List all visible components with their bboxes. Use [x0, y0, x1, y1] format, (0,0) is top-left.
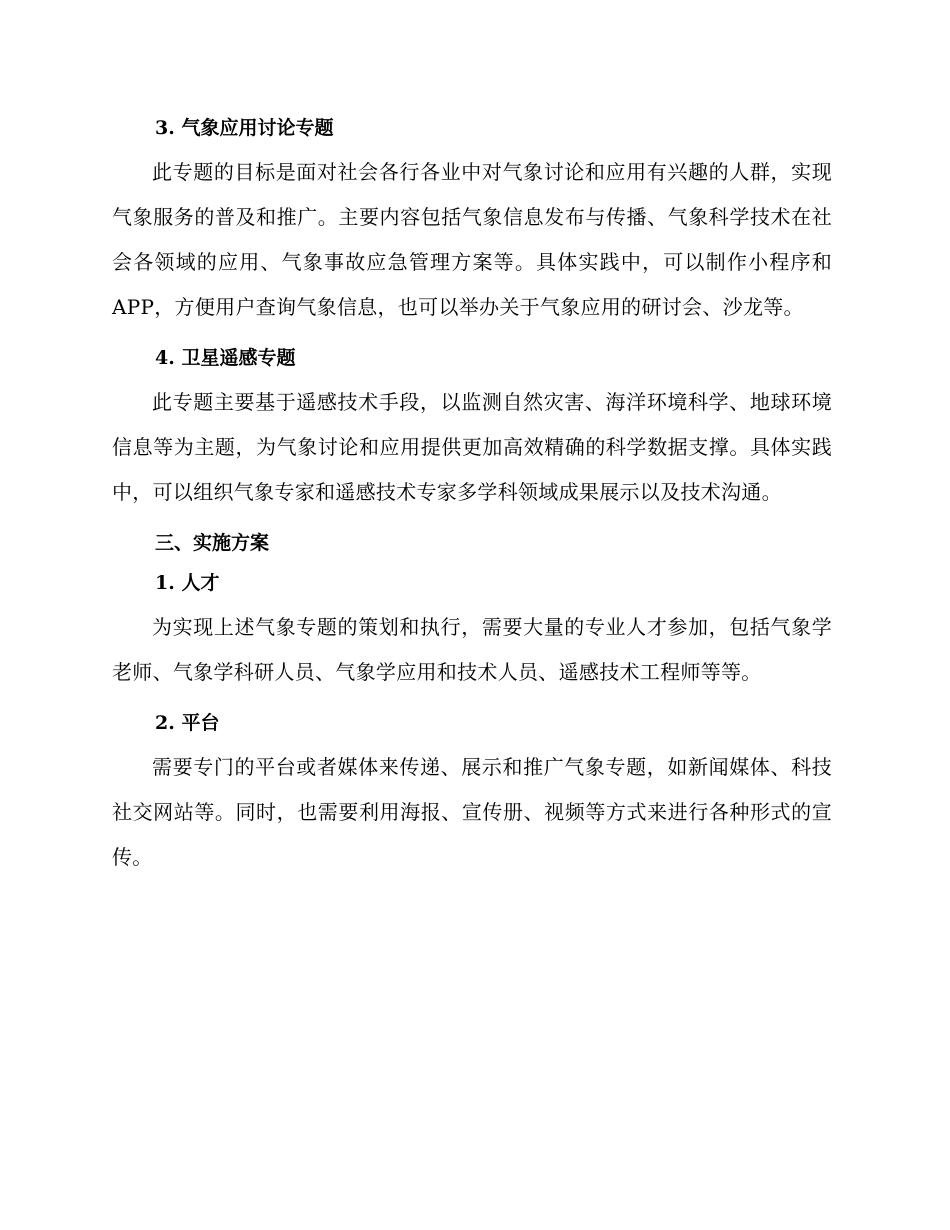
section-heading-implementation-plan: 三、实施方案	[155, 532, 270, 554]
paragraph-talent: 为实现上述气象专题的策划和执行，需要大量的专业人才参加，包括气象学老师、气象学科研人员、气象学应用和技术人员、遥感技术工程师等等。	[112, 615, 832, 684]
paragraph-meteorology-application: 此专题的目标是面对社会各行各业中对气象讨论和应用有兴趣的人群，实现气象服务的普及和推广。主要内容包括气象信息发布与传播、气象科学技术在社会各领域的应用、气象事故应急管理方案等。具体实践中，可以制作小程序和 APP，方便用户查询气象信息，也可以举办关于气象应用的研讨会、沙龙等。	[112, 160, 832, 319]
section-heading-meteorology-application: 3. 气象应用讨论专题	[155, 117, 334, 139]
section-heading-talent: 1. 人才	[155, 572, 220, 594]
paragraph-platform: 需要专门的平台或者媒体来传递、展示和推广气象专题，如新闻媒体、科技社交网站等。同时，也需要利用海报、宣传册、视频等方式来进行各种形式的宣传。	[112, 755, 832, 869]
document-body	[112, 108, 832, 888]
section-heading-platform: 2. 平台	[155, 712, 220, 734]
section-heading-satellite-remote-sensing: 4. 卫星遥感专题	[155, 347, 296, 369]
paragraph-satellite-remote-sensing: 此专题主要基于遥感技术手段，以监测自然灾害、海洋环境科学、地球环境信息等为主题，为气象讨论和应用提供更加高效精确的科学数据支撑。具体实践中，可以组织气象专家和遥感技术专家多学科领域成果展示以及技术沟通。	[112, 390, 832, 504]
